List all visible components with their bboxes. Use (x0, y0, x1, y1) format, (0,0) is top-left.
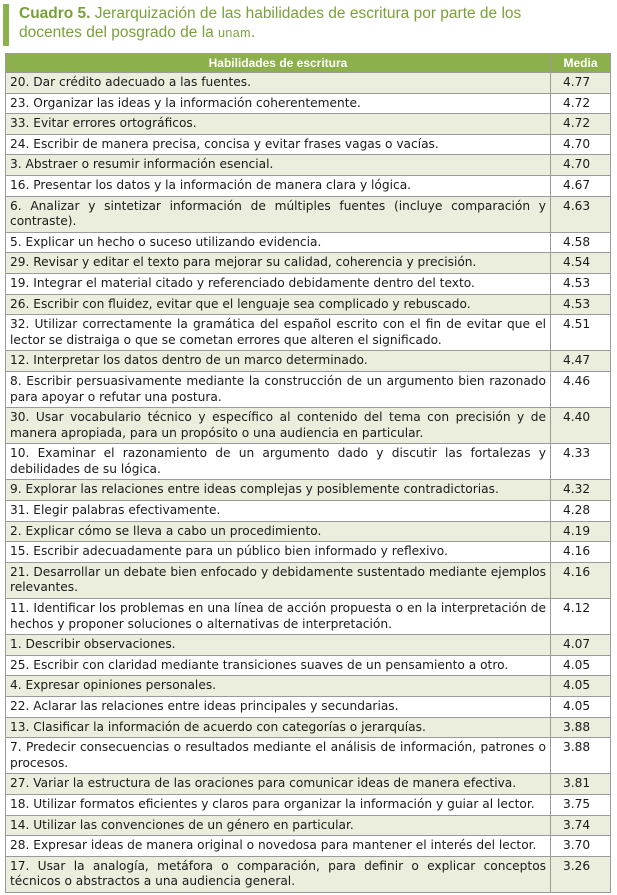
skill-cell: 11. Identificar los problemas en una línea de acción propuesta o en la interpretación de hechos y proponer soluciones o alternativas de interpretación. (6, 599, 551, 635)
skill-cell: 31. Elegir palabras efectivamente. (6, 501, 551, 522)
table-row (6, 294, 611, 315)
skill-cell: 16. Presentar los datos y la información de manera clara y lógica. (6, 175, 551, 196)
mean-cell: 4.70 (551, 134, 611, 155)
table-row (6, 815, 611, 836)
table-row (6, 371, 611, 407)
table-row (6, 175, 611, 196)
table-row (6, 635, 611, 656)
mean-cell: 4.32 (551, 480, 611, 501)
table-row (6, 856, 611, 892)
table-row (6, 542, 611, 563)
mean-cell: 4.12 (551, 599, 611, 635)
skill-cell: 21. Desarrollar un debate bien enfocado y debidamente sustentado mediante ejemplos relevantes. (6, 562, 551, 598)
skill-cell: 4. Expresar opiniones personales. (6, 676, 551, 697)
skill-cell: 7. Predecir consecuencias o resultados mediante el análisis de información, patrones o procesos. (6, 738, 551, 774)
mean-cell: 4.47 (551, 351, 611, 372)
table-row (6, 676, 611, 697)
mean-cell: 3.88 (551, 738, 611, 774)
skill-cell: 5. Explicar un hecho o suceso utilizando evidencia. (6, 232, 551, 253)
table-row (6, 73, 611, 94)
table-row (6, 521, 611, 542)
skill-cell: 14. Utilizar las convenciones de un género en particular. (6, 815, 551, 836)
skill-cell: 28. Expresar ideas de manera original o novedosa para mantener el interés del lector. (6, 836, 551, 857)
mean-cell: 4.33 (551, 444, 611, 480)
table-row (6, 196, 611, 232)
mean-cell: 3.70 (551, 836, 611, 857)
mean-cell: 4.05 (551, 676, 611, 697)
table-row (6, 155, 611, 176)
skill-cell: 13. Clasificar la información de acuerdo con categorías o jerarquías. (6, 717, 551, 738)
caption-title-part-1: Jerarquización de las habilidades de escritura por parte de los (94, 5, 522, 22)
skill-cell: 10. Examinar el razonamiento de un argumento dado y discutir las fortalezas y debilidades de su lógica. (6, 444, 551, 480)
skill-cell: 19. Integrar el material citado y referenciado debidamente dentro del texto. (6, 273, 551, 294)
skill-cell: 6. Analizar y sintetizar información de múltiples fuentes (incluye comparación y contraste). (6, 196, 551, 232)
table-row (6, 599, 611, 635)
skill-cell: 8. Escribir persuasivamente mediante la construcción de un argumento bien razonado para apoyar o refutar una postura. (6, 371, 551, 407)
mean-cell: 4.77 (551, 73, 611, 94)
mean-cell: 3.88 (551, 717, 611, 738)
mean-cell: 4.19 (551, 521, 611, 542)
caption-title-part-2: docentes del posgrado de la (19, 24, 214, 41)
mean-cell: 4.05 (551, 697, 611, 718)
caption-label: Cuadro 5. (19, 5, 91, 22)
table-caption (3, 4, 603, 46)
table-row (6, 315, 611, 351)
mean-cell: 4.05 (551, 655, 611, 676)
mean-cell: 3.75 (551, 794, 611, 815)
table-row (6, 697, 611, 718)
skill-cell: 9. Explorar las relaciones entre ideas complejas y posiblemente contradictorias. (6, 480, 551, 501)
skill-cell: 27. Variar la estructura de las oraciones para comunicar ideas de manera efectiva. (6, 774, 551, 795)
caption-line-2 (19, 23, 603, 43)
table-row (6, 114, 611, 135)
caption-period: . (250, 24, 256, 41)
mean-cell: 4.53 (551, 273, 611, 294)
mean-cell: 4.16 (551, 542, 611, 563)
mean-cell: 4.51 (551, 315, 611, 351)
mean-cell: 4.72 (551, 114, 611, 135)
table-header-row (6, 54, 611, 73)
mean-cell: 4.58 (551, 232, 611, 253)
table-row (6, 93, 611, 114)
skill-cell: 26. Escribir con fluidez, evitar que el lenguaje sea complicado y rebuscado. (6, 294, 551, 315)
table-row (6, 562, 611, 598)
table-row (6, 717, 611, 738)
mean-cell: 4.53 (551, 294, 611, 315)
table-row (6, 738, 611, 774)
skill-cell: 15. Escribir adecuadamente para un público bien informado y reflexivo. (6, 542, 551, 563)
table-row (6, 444, 611, 480)
skills-table (5, 53, 611, 893)
table-row (6, 253, 611, 274)
table-row (6, 408, 611, 444)
skill-cell: 17. Usar la analogía, metáfora o comparación, para definir o explicar conceptos técnicos o abstractos a una audiencia general. (6, 856, 551, 892)
mean-cell: 3.81 (551, 774, 611, 795)
skill-cell: 3. Abstraer o resumir información esencial. (6, 155, 551, 176)
table-row (6, 501, 611, 522)
mean-cell: 3.74 (551, 815, 611, 836)
table-row (6, 232, 611, 253)
mean-cell: 4.72 (551, 93, 611, 114)
mean-cell: 4.67 (551, 175, 611, 196)
table-row (6, 480, 611, 501)
table-row (6, 655, 611, 676)
mean-cell: 4.07 (551, 635, 611, 656)
skill-cell: 22. Aclarar las relaciones entre ideas principales y secundarias. (6, 697, 551, 718)
skill-cell: 1. Describir observaciones. (6, 635, 551, 656)
mean-cell: 4.70 (551, 155, 611, 176)
mean-cell: 4.54 (551, 253, 611, 274)
table-row (6, 134, 611, 155)
header-skills: Habilidades de escritura (6, 54, 551, 73)
table-row (6, 273, 611, 294)
mean-cell: 4.16 (551, 562, 611, 598)
skill-cell: 20. Dar crédito adecuado a las fuentes. (6, 73, 551, 94)
mean-cell: 3.26 (551, 856, 611, 892)
skill-cell: 23. Organizar las ideas y la información coherentemente. (6, 93, 551, 114)
table-row (6, 351, 611, 372)
caption-institution: unam (218, 26, 251, 40)
skill-cell: 33. Evitar errores ortográficos. (6, 114, 551, 135)
skill-cell: 29. Revisar y editar el texto para mejorar su calidad, coherencia y precisión. (6, 253, 551, 274)
skill-cell: 12. Interpretar los datos dentro de un marco determinado. (6, 351, 551, 372)
mean-cell: 4.40 (551, 408, 611, 444)
skill-cell: 2. Explicar cómo se lleva a cabo un procedimiento. (6, 521, 551, 542)
table-body (6, 73, 611, 893)
mean-cell: 4.63 (551, 196, 611, 232)
caption-line-1 (19, 4, 603, 23)
mean-cell: 4.46 (551, 371, 611, 407)
skill-cell: 25. Escribir con claridad mediante transiciones suaves de un pensamiento a otro. (6, 655, 551, 676)
mean-cell: 4.28 (551, 501, 611, 522)
table-row (6, 836, 611, 857)
skill-cell: 32. Utilizar correctamente la gramática del español escrito con el fin de evitar que el lector se distraiga o que se cometan errores que alteren el significado. (6, 315, 551, 351)
skill-cell: 18. Utilizar formatos eficientes y claros para organizar la información y guiar al lector. (6, 794, 551, 815)
skill-cell: 30. Usar vocabulario técnico y específico al contenido del tema con precisión y de manera apropiada, para un propósito o una audiencia en particular. (6, 408, 551, 444)
header-mean: Media (551, 54, 611, 73)
skill-cell: 24. Escribir de manera precisa, concisa y evitar frases vagas o vacías. (6, 134, 551, 155)
table-row (6, 794, 611, 815)
table-row (6, 774, 611, 795)
